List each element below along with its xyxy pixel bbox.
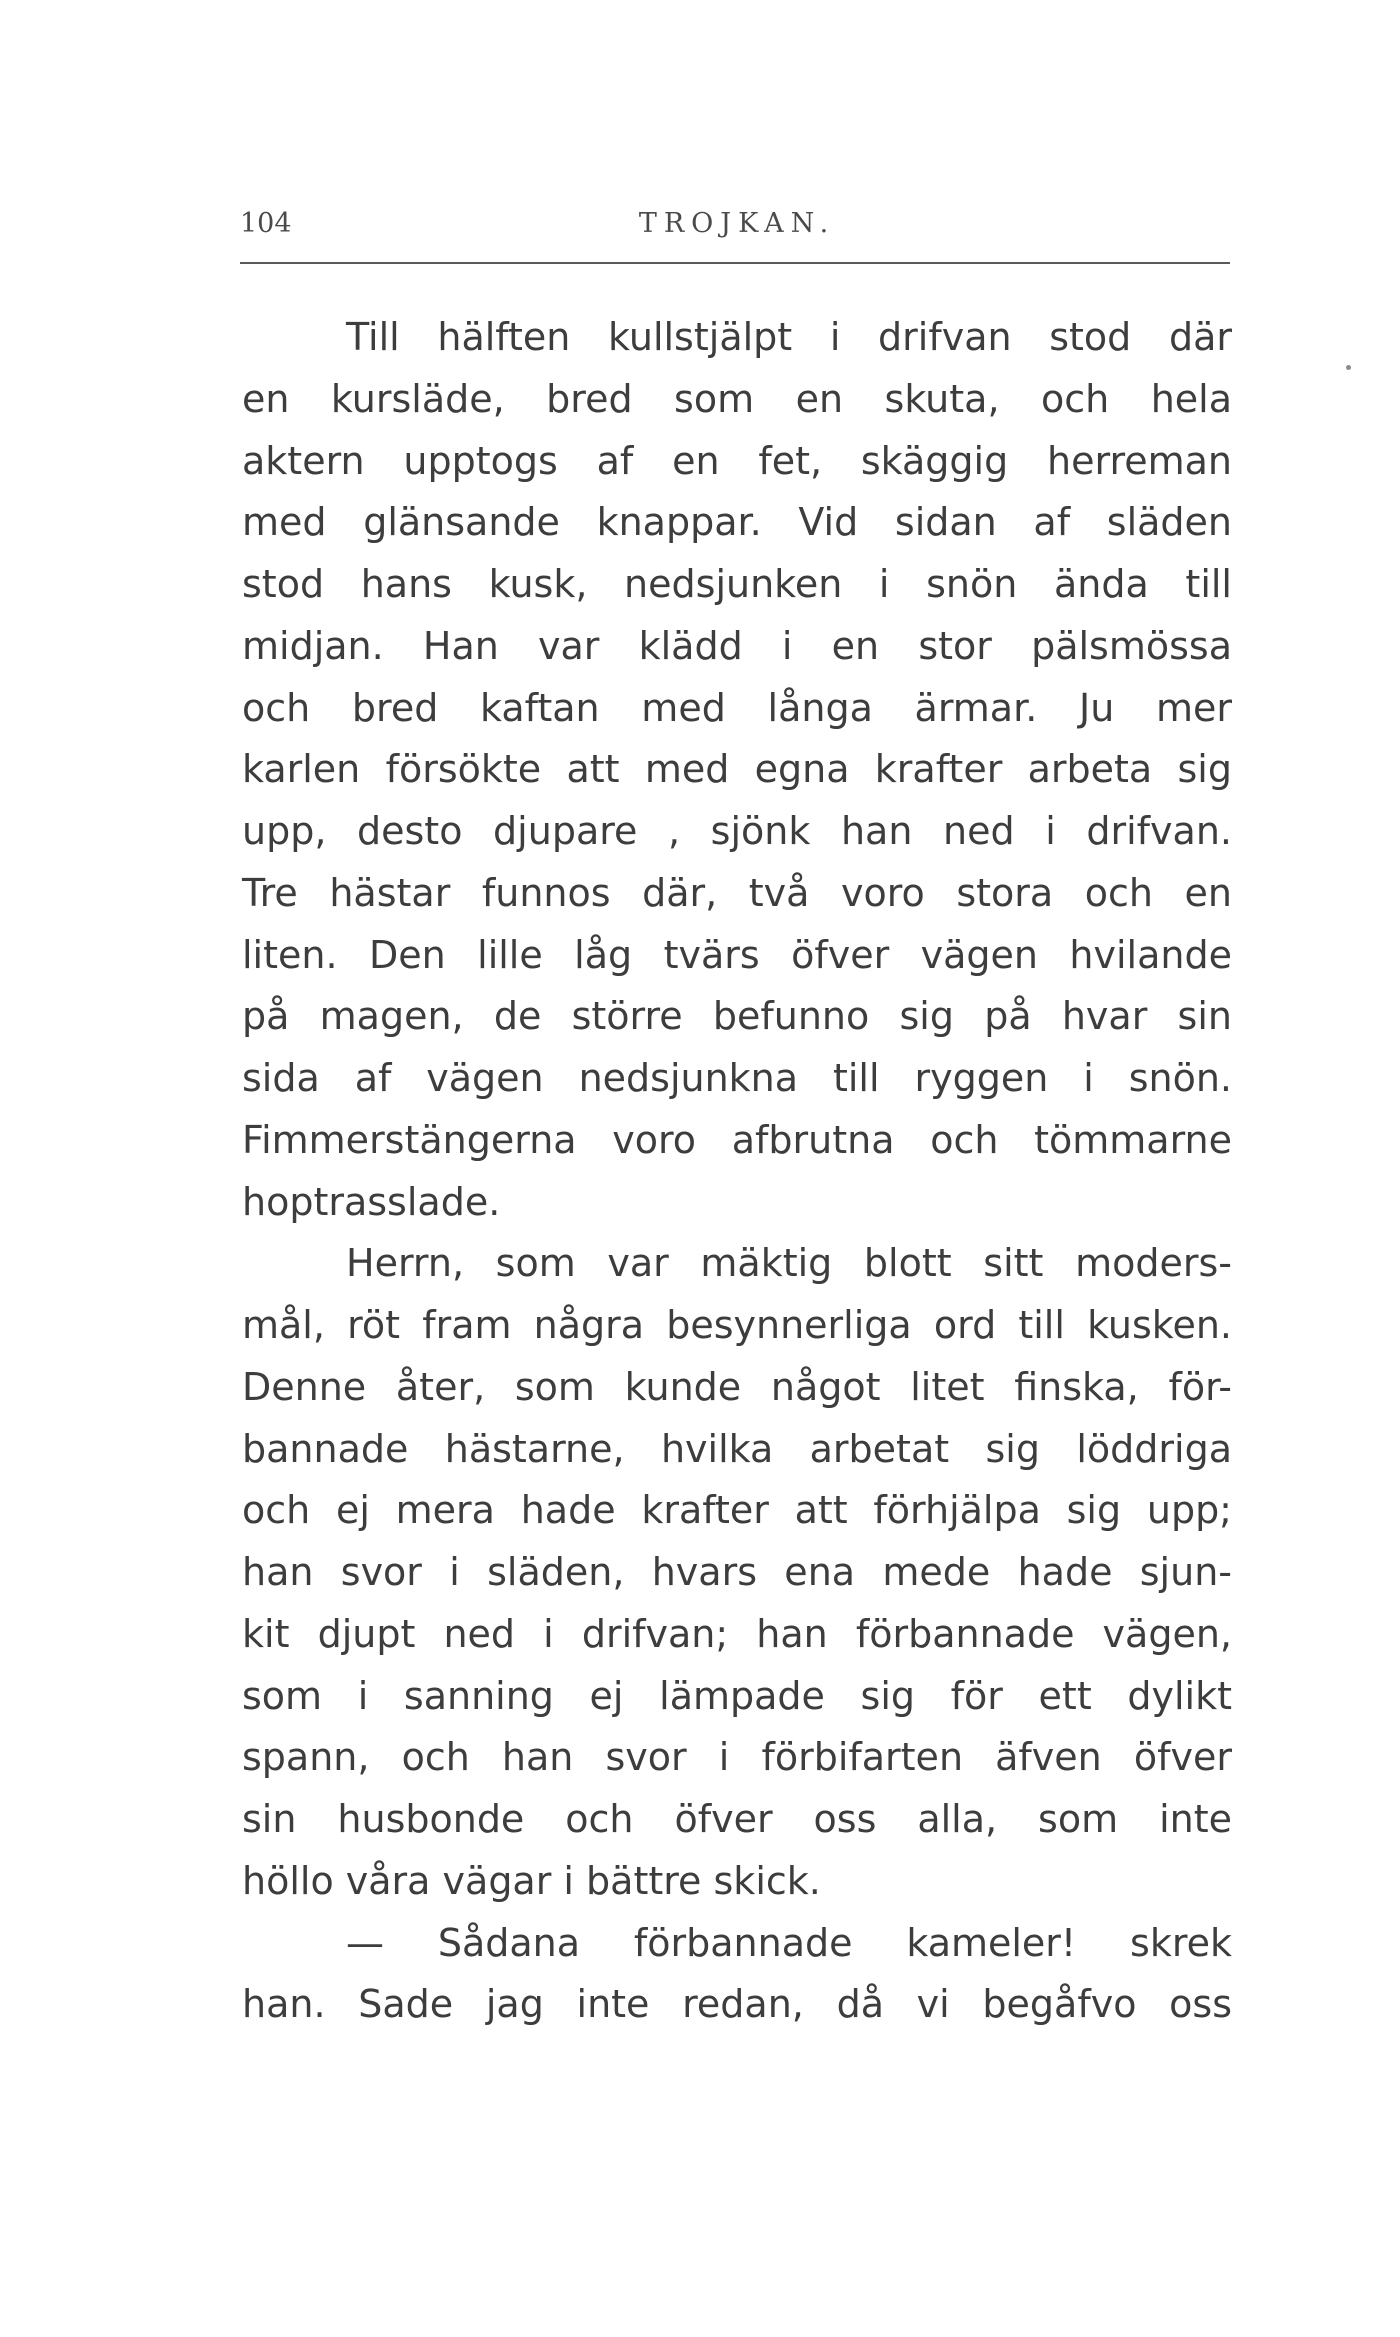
text-line: Fimmerstängerna voro afbrutna och tömmarne	[242, 1117, 1232, 1162]
text-line: han. Sade jag inte redan, då vi begåfvo oss	[242, 1982, 1232, 2027]
text-line: med glänsande knappar. Vid sidan af släden	[242, 500, 1232, 545]
text-line: Denne åter, som kunde något litet finska, för-	[242, 1364, 1232, 1409]
text-line: en kursläde, bred som en skuta, och hela	[242, 376, 1232, 421]
running-title: TROJKAN.	[638, 208, 836, 239]
header-rule	[240, 262, 1230, 264]
text-line: liten. Den lille låg tvärs öfver vägen hvilande	[242, 932, 1232, 977]
text-line: och bred kaftan med långa ärmar. Ju mer	[242, 685, 1232, 730]
text-line: på magen, de större befunno sig på hvar sin	[242, 994, 1232, 1039]
body-text	[242, 311, 1232, 2040]
text-line: Tre hästar funnos där, två voro stora och en	[242, 870, 1232, 915]
text-line: spann, och han svor i förbifarten äfven öfver	[242, 1735, 1232, 1780]
text-line: mål, röt fram några besynnerliga ord till kusken.	[242, 1303, 1232, 1347]
text-line: stod hans kusk, nedsjunken i snön ända till	[242, 562, 1232, 606]
page-number: 104	[240, 208, 292, 239]
text-line: aktern upptogs af en fet, skäggig herreman	[242, 438, 1232, 483]
text-line: sida af vägen nedsjunkna till ryggen i snön.	[242, 1056, 1232, 1100]
page-header	[240, 208, 1234, 248]
text-line: Herrn, som var mäktig blott sitt moders-	[346, 1241, 1232, 1286]
text-line: — Sådana förbannade kameler! skrek	[346, 1920, 1232, 1965]
text-line: upp, desto djupare , sjönk han ned i drifvan.	[242, 809, 1232, 853]
text-line: han svor i släden, hvars ena mede hade sjun-	[242, 1550, 1232, 1594]
text-line: karlen försökte att med egna krafter arbeta sig	[242, 747, 1232, 792]
text-line: Till hälften kullstjälpt i drifvan stod där	[346, 315, 1232, 359]
text-line: kit djupt ned i drifvan; han förbannade vägen,	[242, 1611, 1232, 1656]
text-line: höllo våra vägar i bättre skick.	[242, 1858, 821, 1903]
text-line: och ej mera hade krafter att förhjälpa sig upp;	[242, 1488, 1232, 1533]
ink-speck	[1346, 365, 1351, 370]
text-line: som i sanning ej lämpade sig för ett dylikt	[242, 1673, 1232, 1718]
text-line: hoptrasslade.	[242, 1179, 501, 1224]
text-line: sin husbonde och öfver oss alla, som inte	[242, 1797, 1232, 1841]
text-line: midjan. Han var klädd i en stor pälsmössa	[242, 623, 1232, 668]
text-line: bannade hästarne, hvilka arbetat sig löddriga	[242, 1426, 1232, 1471]
